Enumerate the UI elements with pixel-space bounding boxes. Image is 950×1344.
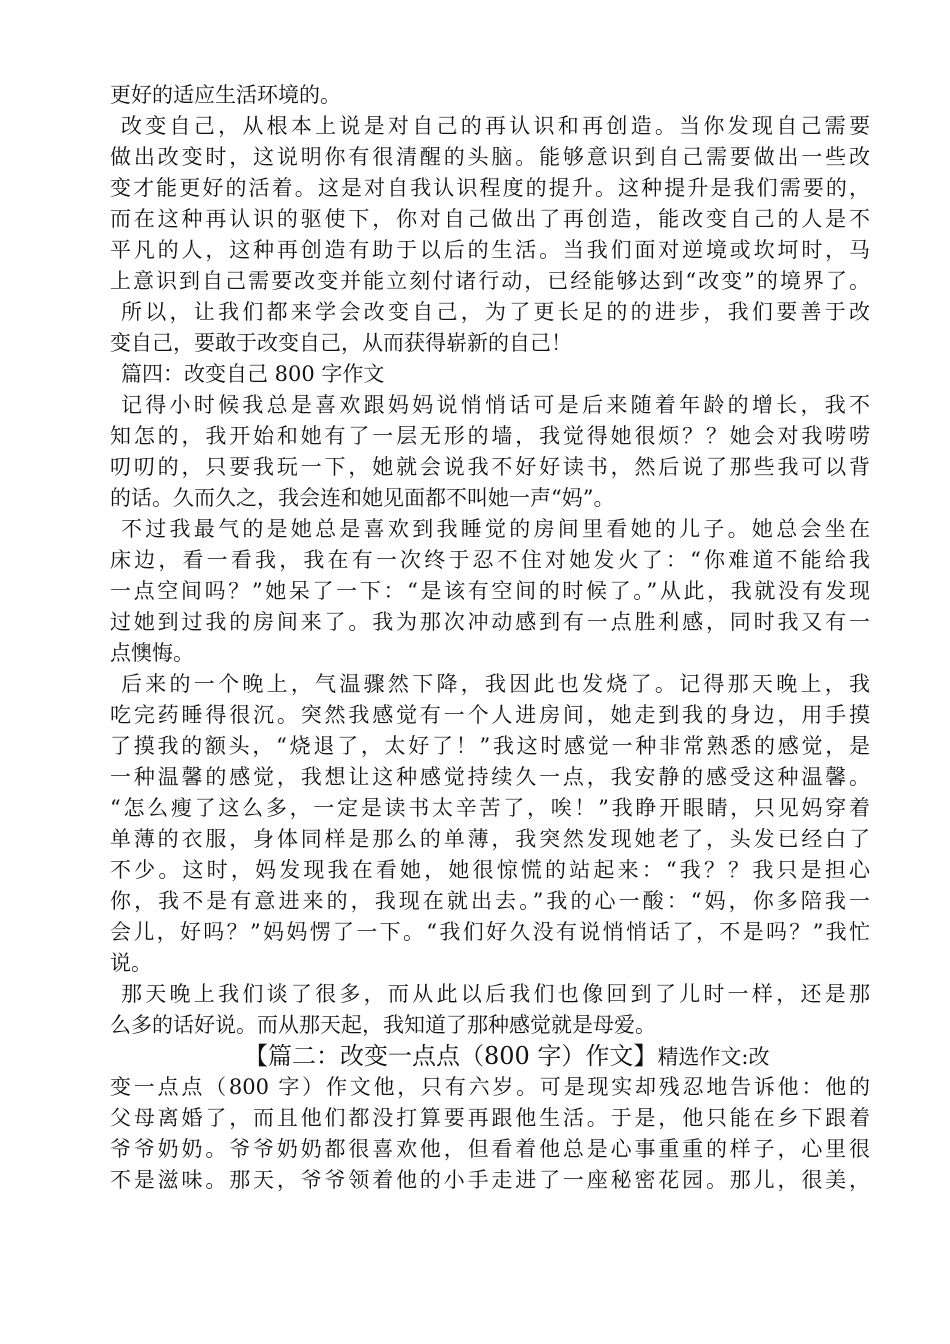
text-line: 了摸我的额头，“烧退了，太好了！”我这时感觉一种非常熟悉的感觉，是 [110, 734, 870, 758]
heading-trailing-text: 精选作文:改 [657, 1045, 770, 1069]
text-line: 吃完药睡得很沉。突然我感觉有一个人进房间，她走到我的身边，用手摸 [110, 703, 870, 727]
text-line: 变自己，要敢于改变自己，从而获得崭新的自己！ [110, 331, 572, 355]
text-line: 爷爷奶奶。爷爷奶奶都很喜欢他，但看着他总是心事重重的样子，心里很 [110, 1137, 870, 1161]
text-line: 一点空间吗？”她呆了一下：“是该有空间的时候了。”从此，我就没有发现 [110, 579, 870, 603]
text-line: 单薄的衣服，身体同样是那么的单薄，我突然发现她老了，头发已经白了 [110, 827, 870, 851]
text-line: 而在这种再认识的驱使下，你对自己做出了再创造，能改变自己的人是不 [110, 207, 870, 231]
text-line: “怎么瘦了这么多，一定是读书太辛苦了，唉！”我睁开眼睛，只见妈穿着 [110, 796, 870, 820]
essay-text [110, 80, 870, 1196]
text-line: 说。 [110, 951, 152, 975]
text-line: 不过我最气的是她总是喜欢到我睡觉的房间里看她的儿子。她总会坐在 [121, 517, 870, 541]
text-line: 变才能更好的活着。这是对自我认识程度的提升。这种提升是我们需要的， [110, 176, 870, 200]
text-line: 所以，让我们都来学会改变自己，为了更长足的的进步，我们要善于改 [121, 300, 870, 324]
text-line: 床边，看一看我，我在有一次终于忍不住对她发火了：“你难道不能给我 [110, 548, 870, 572]
text-line: 叨叨的，只要我玩一下，她就会说我不好好读书，然后说了那些我可以背 [110, 455, 870, 479]
text-line: 点懊悔。 [110, 641, 194, 665]
text-line: 么多的话好说。而从那天起，我知道了那种感觉就是母爱。 [110, 1013, 656, 1037]
text-line: 知怎的，我开始和她有了一层无形的墙，我觉得她很烦？？她会对我唠唠 [110, 424, 870, 448]
text-line: 篇四：改变自己 800 字作文 [121, 362, 385, 386]
text-line: 的话。久而久之，我会连和她见面都不叫她一声“妈”。 [110, 486, 615, 510]
text-line: 会儿，好吗？”妈妈愣了一下。“我们好久没有说悄悄话了，不是吗？”我忙 [110, 920, 870, 944]
text-line: 做出改变时，这说明你有很清醒的头脑。能够意识到自己需要做出一些改 [110, 145, 870, 169]
section-heading-line [110, 1041, 870, 1072]
text-line: 一种温馨的感觉，我想让这种感觉持续久一点，我安静的感受这种温馨。 [110, 765, 870, 789]
section-heading: 【篇二：改变一点点（800 字）作文】 [244, 1042, 658, 1070]
text-line: 父母离婚了，而且他们都没打算要再跟他生活。于是，他只能在乡下跟着 [110, 1106, 870, 1130]
text-line: 平凡的人，这种再创造有助于以后的生活。当我们面对逆境或坎坷时，马 [110, 238, 870, 262]
text-line: 后来的一个晚上，气温骤然下降，我因此也发烧了。记得那天晚上，我 [121, 672, 870, 696]
text-line: 那天晚上我们谈了很多，而从此以后我们也像回到了儿时一样，还是那 [121, 982, 870, 1006]
text-line: 改变自己，从根本上说是对自己的再认识和再创造。当你发现自己需要 [121, 114, 870, 138]
text-line: 你，我不是有意进来的，我现在就出去。”我的心一酸：“妈，你多陪我一 [110, 889, 870, 913]
text-line: 过她到过我的房间来了。我为那次冲动感到有一点胜利感，同时我又有一 [110, 610, 870, 634]
text-line: 记得小时候我总是喜欢跟妈妈说悄悄话可是后来随着年龄的增长，我不 [121, 393, 870, 417]
text-line: 更好的适应生活环境的。 [110, 83, 341, 107]
text-line: 上意识到自己需要改变并能立刻付诸行动，已经能够达到“改变”的境界了。 [110, 269, 870, 293]
text-line: 不是滋味。那天，爷爷领着他的小手走进了一座秘密花园。那儿，很美， [110, 1168, 870, 1192]
text-line: 不少。这时，妈发现我在看她，她很惊慌的站起来：“我？？我只是担心 [110, 858, 870, 882]
text-line: 变一点点（800 字）作文他，只有六岁。可是现实却残忍地告诉他：他的 [110, 1075, 870, 1099]
